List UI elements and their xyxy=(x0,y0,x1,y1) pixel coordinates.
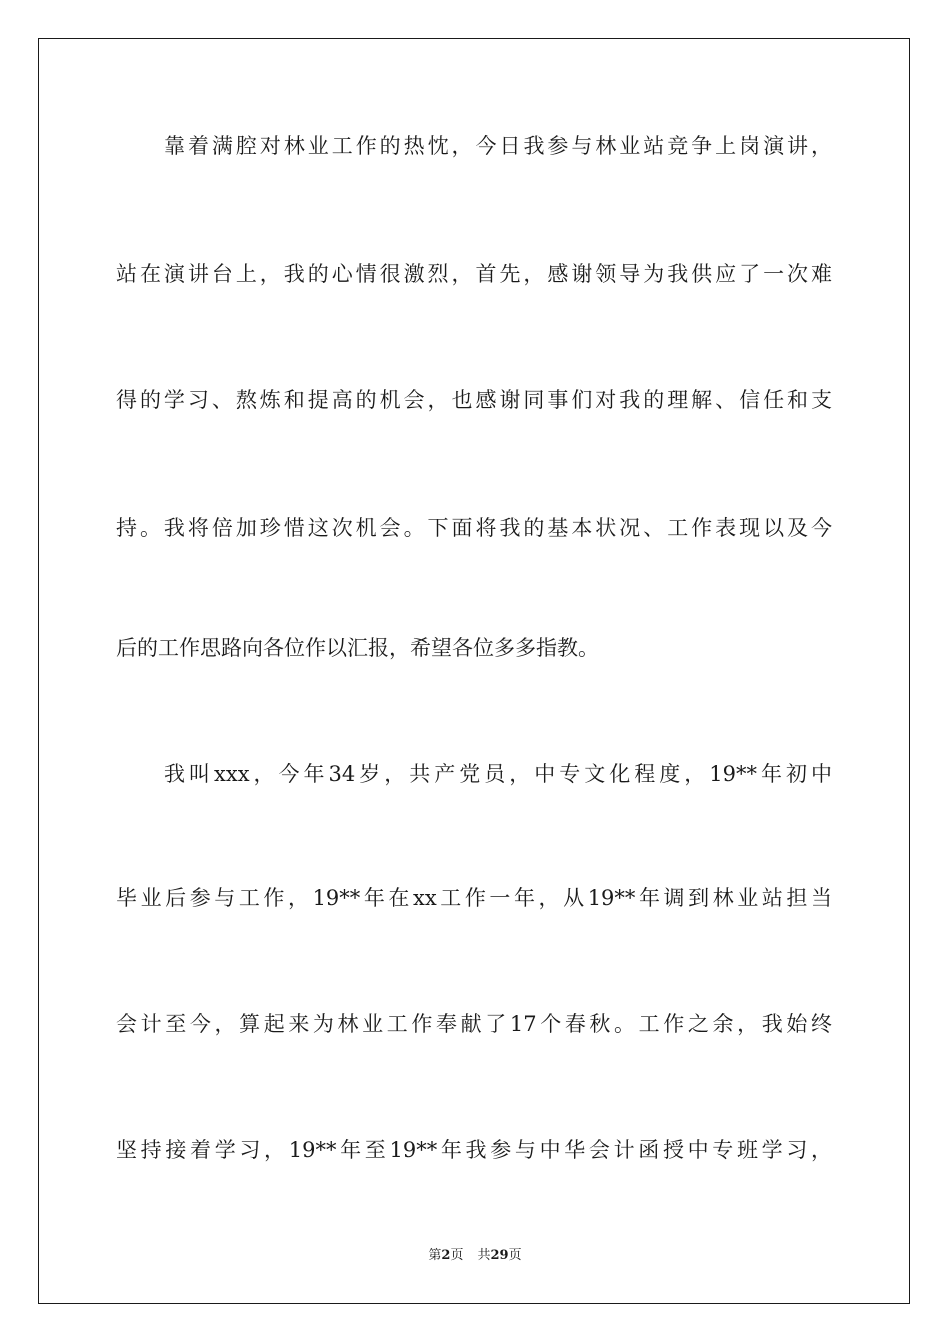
paragraph-1-line-5: 后的工作思路向各位作以汇报，希望各位多多指教。 xyxy=(116,636,599,660)
paragraph-2-line-2: 毕业后参与工作，19**年在xx工作一年，从19**年调到林业站担当 xyxy=(116,886,832,910)
page-footer xyxy=(0,1247,950,1265)
footer-current-page: 2 xyxy=(441,1248,451,1263)
footer-page-suffix: 页 xyxy=(450,1248,464,1263)
paragraph-2-line-4: 坚持接着学习，19**年至19**年我参与中华会计函授中专班学习， xyxy=(116,1138,832,1162)
paragraph-1-line-1: 靠着满腔对林业工作的热忱，今日我参与林业站竞争上岗演讲， xyxy=(164,134,832,158)
paragraph-1-line-2: 站在演讲台上，我的心情很激烈，首先，感谢领导为我供应了一次难 xyxy=(116,262,832,286)
footer-total-prefix: 共 xyxy=(477,1248,491,1263)
paragraph-2-line-1: 我叫xxx，今年34岁，共产党员，中专文化程度，19**年初中 xyxy=(164,762,832,786)
paragraph-2-line-3: 会计至今，算起来为林业工作奉献了17个春秋。工作之余，我始终 xyxy=(116,1012,832,1036)
page-border xyxy=(38,38,910,1304)
footer-page-prefix: 第 xyxy=(428,1248,442,1263)
paragraph-1-line-4: 持。我将倍加珍惜这次机会。下面将我的基本状况、工作表现以及今 xyxy=(116,516,832,540)
footer-total-suffix: 页 xyxy=(508,1248,522,1263)
paragraph-1-line-3: 得的学习、熬炼和提高的机会，也感谢同事们对我的理解、信任和支 xyxy=(116,388,832,412)
footer-total-pages: 29 xyxy=(490,1248,509,1263)
